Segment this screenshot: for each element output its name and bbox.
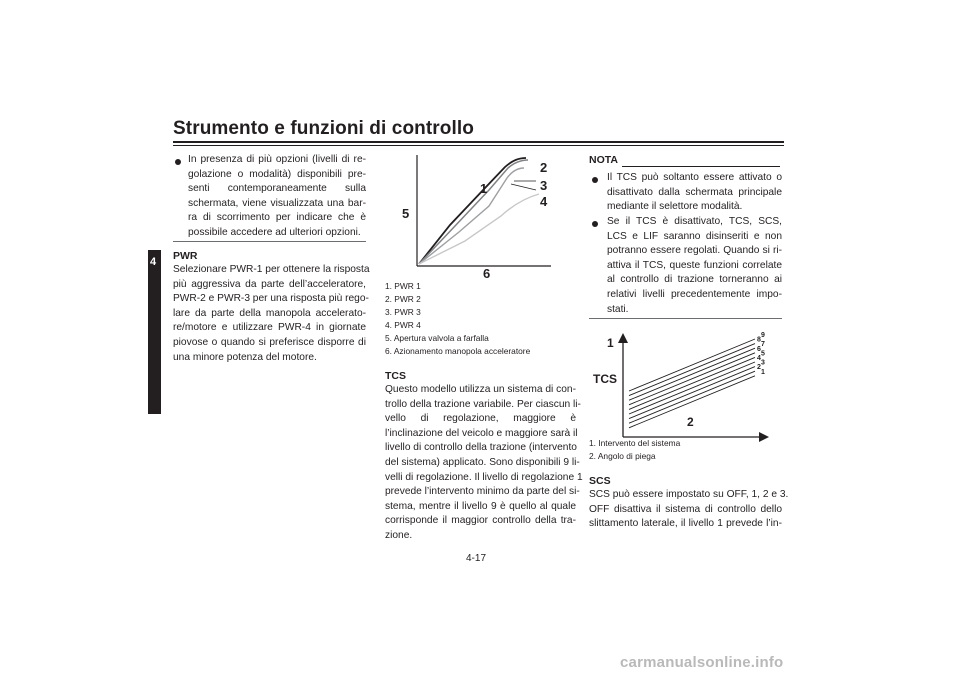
text-line: disattivato dalla schermata principale <box>607 186 782 198</box>
text-line: velli di regolazione. Il livello di regolazione 1 <box>385 471 583 483</box>
nota-bullet-1 <box>607 171 782 215</box>
label-2: 2 <box>540 160 548 175</box>
pwr-figure-captions <box>385 280 530 358</box>
bullet-paragraph <box>188 153 366 241</box>
text-line: relativi livelli precedentemente impo- <box>607 288 782 300</box>
chapter-number: 4 <box>150 256 157 268</box>
text-line: senti contemporaneamente sulla <box>188 183 366 195</box>
caption-item: 4. PWR 4 <box>385 320 421 330</box>
tcs-level-label: 2 <box>757 364 761 372</box>
tcs-level-label: 5 <box>761 350 765 358</box>
tcs-levels-graph <box>589 325 784 445</box>
label-6: 6 <box>483 266 491 281</box>
axis-label-1: 1 <box>607 336 614 350</box>
scs-paragraph <box>589 488 789 532</box>
bullet-icon <box>592 177 598 183</box>
tcs-level-label: 6 <box>757 345 761 353</box>
text-line: Selezionare PWR-1 per ottenere la risposta <box>173 264 370 275</box>
tcs-level-label: 3 <box>761 359 765 367</box>
tcs-level-label: 7 <box>761 341 765 349</box>
scs-heading: SCS <box>589 475 611 487</box>
pwr-heading: PWR <box>173 250 198 262</box>
text-line: stema, mentre il livello 9 è quello al quale <box>385 500 576 512</box>
text-line: LCS e LIF saranno disinseriti e non <box>607 230 782 242</box>
text-line: lare da parte della manopola accelerato- <box>173 307 366 319</box>
page-number: 4-17 <box>466 553 487 564</box>
arrow-up-icon <box>618 333 628 343</box>
caption-item: 3. PWR 3 <box>385 307 421 317</box>
pwr3-curve <box>419 168 524 264</box>
text-line: corrisponde il maggior controllo della tra- <box>385 515 576 527</box>
text-line: stati. <box>607 303 629 315</box>
text-line: OFF disattiva il sistema di controllo dello <box>589 503 782 515</box>
page-title: Strumento e funzioni di controllo <box>173 118 474 139</box>
leader-line <box>511 184 536 190</box>
caption-item: 6. Azionamento manopola acceleratore <box>385 346 531 356</box>
text-line: re/motore e utilizzare PWR-4 in giornate <box>173 322 366 334</box>
nota-end-rule <box>589 318 782 319</box>
text-line: PWR-2 e PWR-3 per una risposta più rego- <box>173 293 369 305</box>
label-5: 5 <box>402 206 410 221</box>
nota-bullet-2 <box>607 215 782 317</box>
bullet-icon <box>592 221 598 227</box>
caption-item: 1. Intervento del sistema <box>589 438 681 448</box>
tcs-level-label: 4 <box>757 355 761 362</box>
text-line: golazione o modalità) disponibili pre- <box>188 168 366 180</box>
label-3: 3 <box>540 178 548 193</box>
text-line: attiva il TCS, queste funzioni correlate <box>607 259 782 271</box>
text-line: una minore potenza del motore. <box>173 351 317 363</box>
pwr2-curve <box>419 160 528 264</box>
text-line: più aggressiva da parte dell’acceleratore, <box>173 278 366 290</box>
nota-heading: NOTA <box>589 154 618 166</box>
arrow-right-icon <box>759 432 769 442</box>
text-line: prevede l’intervento minimo da parte del si- <box>385 486 580 498</box>
text-line: vello di regolazione, maggiore è <box>385 413 576 425</box>
text-line: Se il TCS è disattivato, TCS, SCS, <box>607 216 782 227</box>
text-line: l’inclinazione del veicolo e maggiore sarà il <box>385 427 578 439</box>
axis-label-2: 2 <box>687 415 694 429</box>
text-line: trollo della trazione variabile. Per ciascun li- <box>385 398 581 410</box>
text-line: schermata, viene visualizzata una bar- <box>188 197 366 209</box>
text-line: mediante il selettore modalità. <box>607 201 743 213</box>
caption-item: 5. Apertura valvola a farfalla <box>385 333 489 343</box>
tcs-paragraph <box>385 383 583 544</box>
tcs-level-label: 9 <box>761 332 765 339</box>
text-line: potranno essere regolati. Quando si ri- <box>607 245 782 257</box>
text-line: Il TCS può soltanto essere attivato o <box>607 172 782 183</box>
text-line: In presenza di più opzioni (livelli di re- <box>188 154 366 165</box>
watermark: carmanualsonline.info <box>620 654 784 671</box>
caption-item: 2. PWR 2 <box>385 294 421 304</box>
tcs-figure-captions <box>589 437 680 463</box>
tcs-heading: TCS <box>385 370 406 382</box>
text-line: ra di scorrimento per indicare che è <box>188 212 366 224</box>
text-line: piovose o quando si preferisce disporre di <box>173 336 366 348</box>
title-rule-thin <box>173 145 784 146</box>
nota-heading-rule <box>622 166 780 167</box>
pwr-response-graph <box>385 150 575 285</box>
title-rule <box>173 141 784 143</box>
bullet-icon <box>175 159 181 165</box>
tcs-level-label: 1 <box>761 368 765 376</box>
text-line: livello di controllo della trazione (intervento <box>385 442 577 454</box>
text-line: del sistema) applicato. Sono disponibili 9 li- <box>385 456 580 468</box>
label-1: 1 <box>480 181 488 196</box>
tcs-level-label: 8 <box>757 336 761 344</box>
caption-item: 1. PWR 1 <box>385 281 421 291</box>
pwr4-curve <box>419 194 539 264</box>
text-line: Questo modello utilizza un sistema di con- <box>385 384 576 395</box>
text-line: zione. <box>385 529 413 541</box>
text-line: SCS può essere impostato su OFF, 1, 2 e 3. <box>589 489 789 500</box>
chapter-tab <box>148 250 161 414</box>
caption-item: 2. Angolo di piega <box>589 451 656 461</box>
label-4: 4 <box>540 194 548 209</box>
text-line: possibile accedere ad ulteriori opzioni. <box>188 226 361 238</box>
tcs-label: TCS <box>593 372 617 386</box>
pwr-paragraph <box>173 263 370 365</box>
separator-rule <box>173 241 366 242</box>
text-line: al controllo di trazione torneranno ai <box>607 274 782 286</box>
text-line: slittamento laterale, il livello 1 prevede l’in- <box>589 518 782 530</box>
